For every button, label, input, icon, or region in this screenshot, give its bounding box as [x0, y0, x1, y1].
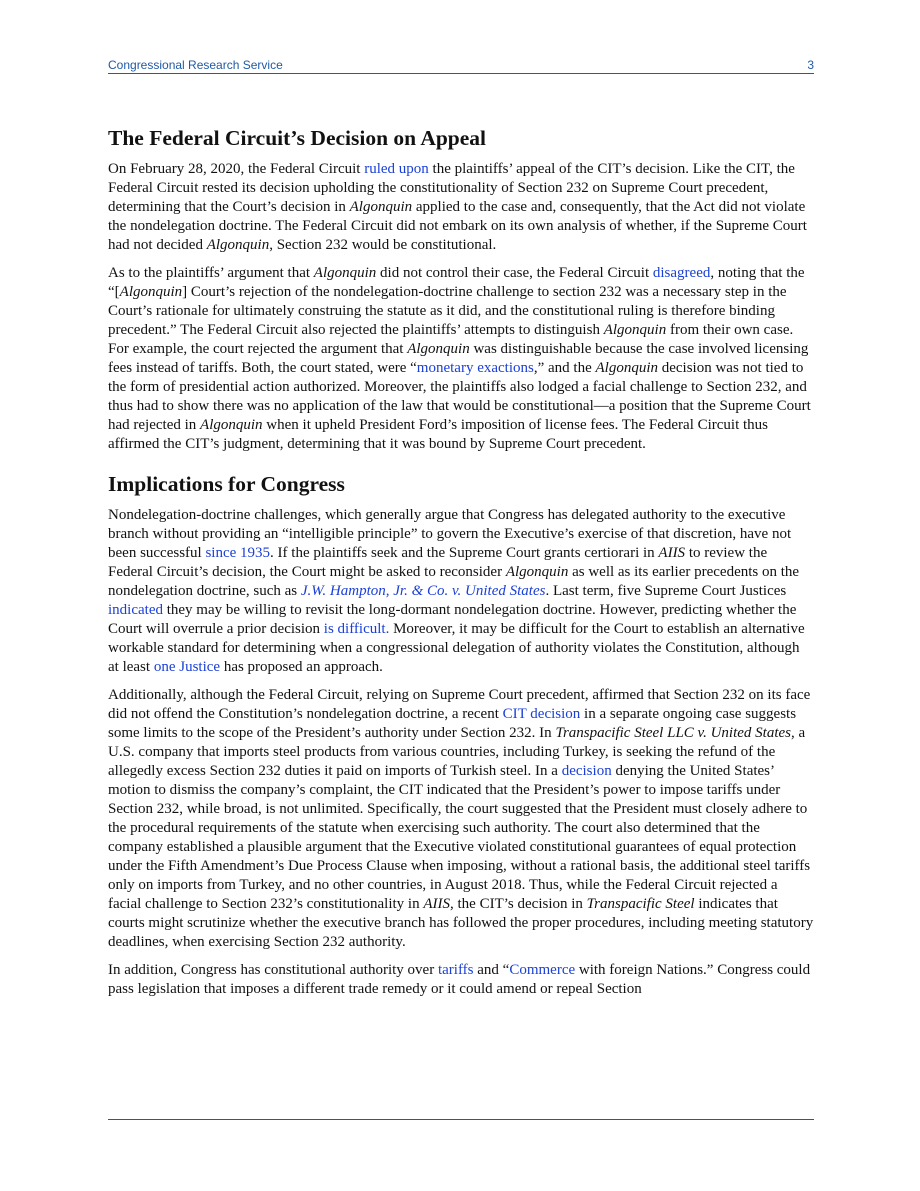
- case-name: Algonquin: [200, 417, 263, 433]
- case-name: AIIS: [423, 896, 451, 912]
- link-cit-decision[interactable]: CIT decision: [502, 706, 581, 722]
- link-disagreed[interactable]: disagreed: [652, 265, 711, 281]
- paragraph-2: [108, 264, 814, 454]
- case-name: Transpacific Steel LLC v. United States: [555, 725, 791, 741]
- page-number: 3: [807, 58, 814, 72]
- link-is-difficult[interactable]: is difficult.: [323, 621, 390, 637]
- text: . If the plaintiffs seek and the Supreme Court grants certiorari in: [270, 545, 659, 561]
- case-name: AIIS: [658, 545, 686, 561]
- text: as well as its earlier precedents on the nondelegation doctrine, such as: [108, 564, 800, 599]
- case-name: Algonquin: [349, 199, 413, 215]
- text: , a U.S. company that imports steel products from various countries, including Turkey, is seeking the refund of the allegedly excess Section 232 duties it paid on imports of Turkish steel. In a: [108, 725, 806, 779]
- paragraph-1: [108, 160, 814, 255]
- link-ruled-upon[interactable]: ruled upon: [364, 161, 429, 177]
- text: they may be willing to revisit the long-dormant nondelegation doctrine. However, predicting whether the Court will overrule a prior decision: [108, 602, 797, 637]
- text: In addition, Congress has constitutional authority over: [108, 962, 438, 978]
- text: As to the plaintiffs’ argument that: [108, 265, 314, 281]
- text: indicates that courts might scrutinize whether the executive branch has followed the proper procedures, including meeting statutory deadlines, when exercising Section 232 authority.: [108, 896, 814, 950]
- header-org: Congressional Research Service: [108, 58, 283, 72]
- text: Additionally, although the Federal Circuit, relying on Supreme Court precedent, affirmed that Section 232 on its face did not offend the Constitution’s nondelegation doctrine, a recent: [108, 687, 811, 722]
- link-since-1935[interactable]: since 1935: [205, 545, 271, 561]
- footer-divider: [108, 1119, 814, 1120]
- text: to review the Federal Circuit’s decision, the Court might be asked to reconsider: [108, 545, 768, 580]
- case-name: Algonquin: [313, 265, 377, 281]
- case-name: Algonquin: [603, 322, 667, 338]
- text: in a separate ongoing case suggests some limits to the scope of the President’s authority under Section 232. In: [108, 706, 797, 741]
- text: ] Court’s rejection of the nondelegation-doctrine challenge to section 232 was a necessary step in the Court’s rationale for ultimately construing the statute as it did, and the constitutional ruling is therefore binding precedent.” The Federal Circuit also rejected the plaintiffs’ attempts to distinguish: [108, 284, 787, 338]
- text: ,” and the: [533, 360, 596, 376]
- text: decision was not tied to the form of presidential action authorized. Moreover, the plaintiffs also lodged a facial challenge to Section 232, and thus had to show there was no application of the law that would be constitutional—a position that the Supreme Court had rejected in: [108, 360, 811, 433]
- text: Moreover, it may be difficult for the Court to establish an alternative workable standard for determining when a congressional delegation of authority violates the Constitution, although at least: [108, 621, 805, 675]
- text: when it upheld President Ford’s imposition of license fees. The Federal Circuit thus affirmed the CIT’s judgment, determining that it was bound by Supreme Court precedent.: [108, 417, 769, 452]
- text: , Section 232 would be constitutional.: [269, 237, 497, 253]
- text: and “: [473, 962, 510, 978]
- text: has proposed an approach.: [220, 659, 383, 675]
- page-header: [108, 58, 814, 74]
- case-name: Algonquin: [595, 360, 658, 376]
- section-heading-implications-for-congress: Implications for Congress: [108, 472, 345, 496]
- link-jw-hampton[interactable]: J.W. Hampton, Jr. & Co. v. United States: [300, 583, 546, 599]
- text: was distinguishable because the case involved licensing fees instead of tariffs. Both, the court stated, were “: [108, 341, 809, 376]
- case-name: Transpacific Steel: [586, 896, 695, 912]
- text: did not control their case, the Federal Circuit: [376, 265, 653, 281]
- link-decision[interactable]: decision: [561, 763, 612, 779]
- link-one-justice[interactable]: one Justice: [153, 659, 221, 675]
- text: denying the United States’ motion to dismiss the company’s complaint, the CIT indicated that the President’s power to impose tariffs under Section 232, while broad, is not unlimited. Specifically, the court suggested that the President must closely adhere to the procedural requirements of the statute when exercising such authority. The court also determined that the company established a plausible argument that the Executive violated constitutional guarantees of equal protection under the Fifth Amendment’s Due Process Clause when imposing, without a rational basis, the additional steel tariffs only on imports from Turkey, and no other countries, in August 2018. Thus, while the Federal Circuit rejected a facial challenge to Section 232’s constitutionality in: [108, 763, 811, 912]
- text: On February 28, 2020, the Federal Circuit: [108, 161, 365, 177]
- case-name: Algonquin: [505, 564, 569, 580]
- case-name: Algonquin: [119, 284, 183, 300]
- text: Nondelegation-doctrine challenges, which generally argue that Congress has delegated authority to the executive branch without providing an “intelligible principle” to govern the Executive’s exercise of that discretion, have not been successful: [108, 507, 792, 561]
- text: . Last term, five Supreme Court Justices: [545, 583, 787, 599]
- text: from their own case. For example, the court rejected the argument that: [108, 322, 794, 357]
- link-indicated[interactable]: indicated: [108, 602, 163, 618]
- link-tariffs[interactable]: tariffs: [437, 962, 474, 978]
- text: with foreign Nations.” Congress could pass legislation that imposes a different trade remedy or it could amend or repeal Section: [108, 962, 811, 997]
- link-commerce[interactable]: Commerce: [509, 962, 576, 978]
- text: the plaintiffs’ appeal of the CIT’s decision. Like the CIT, the Federal Circuit rested its decision upholding the constitutionality of Section 232 on Supreme Court precedent, determining that the Court’s decision in: [108, 161, 795, 215]
- paragraph-4: [108, 686, 814, 952]
- paragraph-3: [108, 506, 814, 677]
- link-monetary-exactions[interactable]: monetary exactions: [416, 360, 534, 376]
- text: , noting that the “[: [108, 265, 805, 300]
- case-name: Algonquin: [206, 237, 270, 253]
- text: applied to the case and, consequently, that the Act did not violate the nondelegation doctrine. The Federal Circuit did not embark on its own analysis of whether, if the Supreme Court had not decided: [108, 199, 807, 253]
- case-name: Algonquin: [407, 341, 470, 357]
- document-body: [108, 124, 814, 1008]
- text: , the CIT’s decision in: [450, 896, 587, 912]
- section-heading-federal-circuit-decision: The Federal Circuit’s Decision on Appeal: [108, 126, 487, 150]
- paragraph-5: [108, 961, 814, 999]
